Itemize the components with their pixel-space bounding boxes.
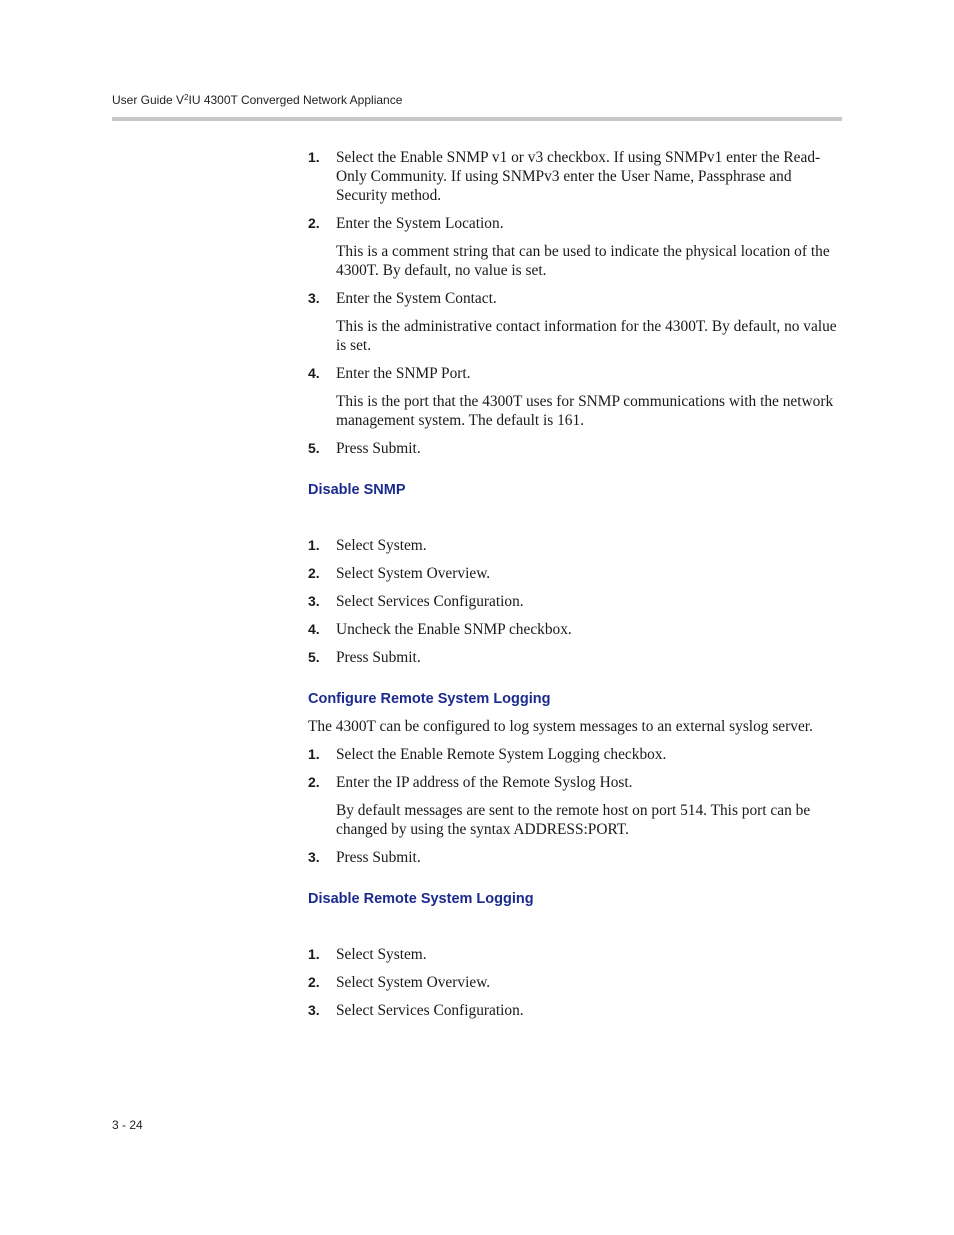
- step-item: [308, 439, 842, 458]
- step-item: [308, 289, 842, 308]
- step-number: 2.: [308, 774, 320, 790]
- step-item: [308, 648, 842, 667]
- page-number: 3 - 24: [112, 1118, 143, 1132]
- step-text: Select System Overview.: [336, 565, 491, 582]
- step-item: [308, 945, 842, 964]
- step-number: 2.: [308, 215, 320, 231]
- section-heading-configure-logging: Configure Remote System Logging: [308, 691, 551, 707]
- step-number: 1.: [308, 746, 320, 762]
- step-number: 5.: [308, 440, 320, 456]
- step-text: Select System.: [336, 537, 427, 554]
- section-intro: The 4300T can be configured to log system messages to an external syslog server.: [308, 718, 813, 735]
- step-note: This is a comment string that can be used to indicate the physical location of the 4300T. By default, no value is set.: [336, 243, 830, 279]
- step-number: 3.: [308, 593, 320, 609]
- step-item: [308, 148, 842, 205]
- step-text: Enter the System Location.: [336, 215, 504, 232]
- step-number: 4.: [308, 621, 320, 637]
- step-text: Select Services Configuration.: [336, 1002, 524, 1019]
- step-item: [308, 592, 842, 611]
- disable-snmp-steps: [308, 536, 842, 667]
- step-item: [308, 848, 842, 867]
- step-text: Press Submit.: [336, 849, 421, 866]
- step-number: 2.: [308, 974, 320, 990]
- step-number: 3.: [308, 290, 320, 306]
- step-number: 1.: [308, 537, 320, 553]
- step-text: Select System Overview.: [336, 974, 491, 991]
- step-number: 5.: [308, 649, 320, 665]
- page-content: [308, 148, 842, 1029]
- header-rule: [112, 117, 842, 121]
- step-item: [308, 620, 842, 639]
- header-text-post: IU 4300T Converged Network Appliance: [188, 93, 403, 107]
- step-text: Enter the IP address of the Remote Syslog Host.: [336, 774, 633, 791]
- step-note: This is the port that the 4300T uses for SNMP communications with the network management system. The default is 161.: [336, 393, 834, 429]
- step-text: Enter the SNMP Port.: [336, 365, 471, 382]
- step-text: Press Submit.: [336, 649, 421, 666]
- step-item: [308, 973, 842, 992]
- step-text: Select System.: [336, 946, 427, 963]
- step-item: [308, 536, 842, 555]
- step-note: By default messages are sent to the remote host on port 514. This port can be changed by using the syntax ADDRESS:PORT.: [336, 802, 811, 838]
- step-text: Select the Enable Remote System Logging checkbox.: [336, 746, 667, 763]
- step-text: Select Services Configuration.: [336, 593, 524, 610]
- header-text-pre: User Guide V: [112, 93, 185, 107]
- step-item: [308, 745, 842, 764]
- step-note: This is the administrative contact information for the 4300T. By default, no value is set.: [336, 318, 837, 354]
- step-text: Uncheck the Enable SNMP checkbox.: [336, 621, 572, 638]
- disable-logging-steps: [308, 945, 842, 1020]
- step-item: [308, 564, 842, 583]
- step-number: 2.: [308, 565, 320, 581]
- configure-logging-steps: [308, 745, 842, 867]
- step-number: 3.: [308, 1002, 320, 1018]
- header-superscript: 2: [184, 93, 189, 102]
- running-header: [112, 93, 402, 107]
- step-number: 4.: [308, 365, 320, 381]
- section-heading-disable-snmp: Disable SNMP: [308, 482, 406, 498]
- snmp-steps: [308, 148, 842, 458]
- step-number: 1.: [308, 149, 320, 165]
- step-number: 1.: [308, 946, 320, 962]
- step-text: Press Submit.: [336, 440, 421, 457]
- step-item: [308, 1001, 842, 1020]
- step-text: Enter the System Contact.: [336, 290, 497, 307]
- section-heading-disable-logging: Disable Remote System Logging: [308, 891, 534, 907]
- step-item: [308, 364, 842, 383]
- step-item: [308, 214, 842, 233]
- step-text: Select the Enable SNMP v1 or v3 checkbox. If using SNMPv1 enter the Read-Only Community. If using SNMPv3 enter the User Name, Passphrase and Security method.: [336, 149, 821, 204]
- step-number: 3.: [308, 849, 320, 865]
- step-item: [308, 773, 842, 792]
